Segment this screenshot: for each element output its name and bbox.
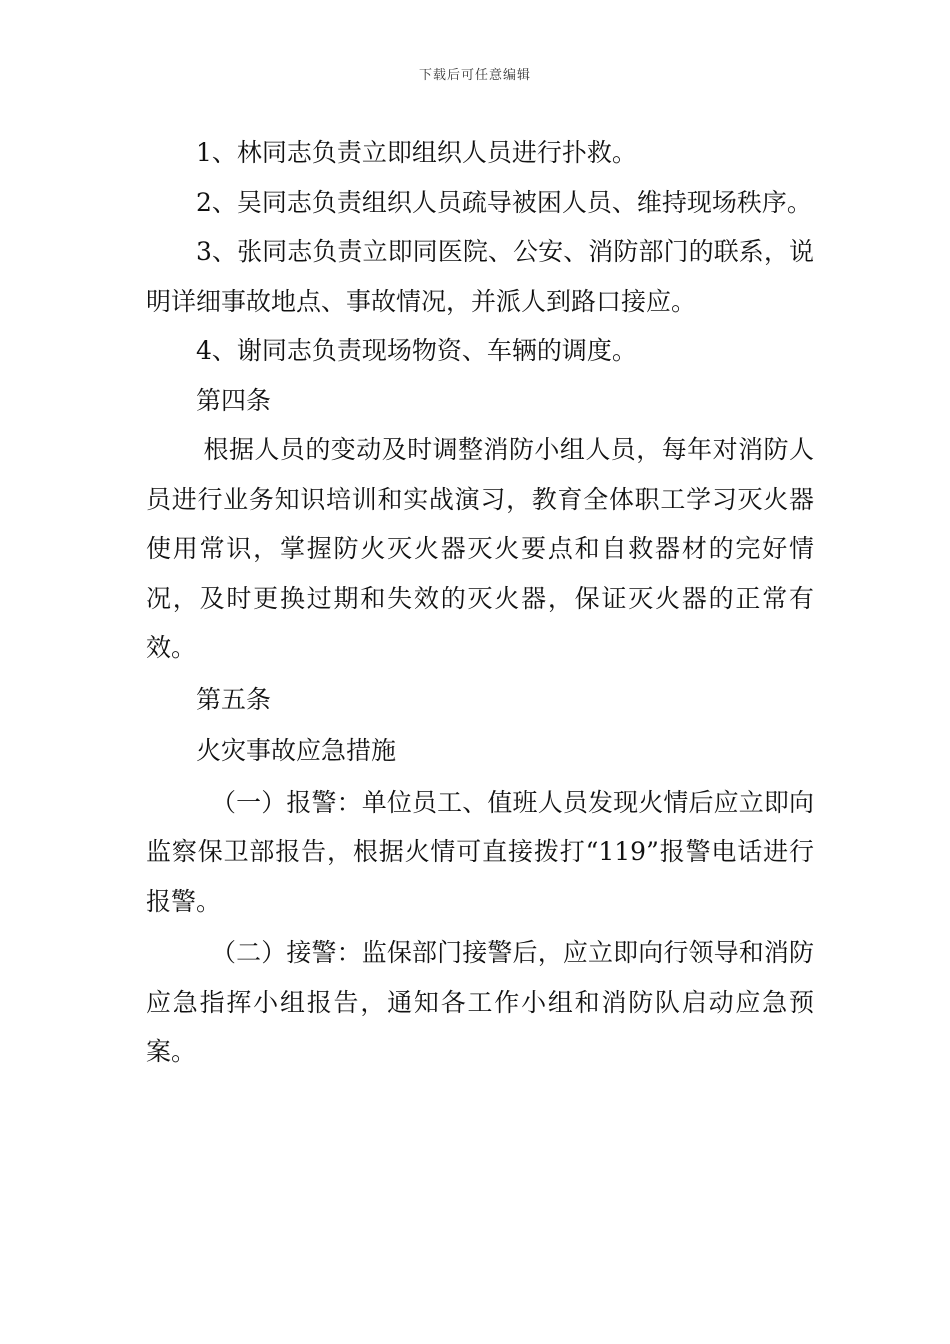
paragraph-task-3: 3、张同志负责立即同医院、公安、消防部门的联系，说明详细事故地点、事故情况，并派人到路口接应。 xyxy=(146,237,814,316)
paragraph-task-2: 2、吴同志负责组织人员疏导被困人员、维持现场秩序。 xyxy=(196,187,812,217)
article-4-text: 根据人员的变动及时调整消防小组人员，每年对消防人员进行业务知识培训和实战演习，教育全体职工学习灭火器使用常识，掌握防火灭火器灭火要点和自救器材的完好情况，及时更换过期和失效的灭火器，保证灭火器的正常有效。 xyxy=(146,435,814,662)
document-body xyxy=(146,128,814,1077)
receive-alarm-procedure: （二）接警：监保部门接警后，应立即向行领导和消防应急指挥小组报告，通知各工作小组和消防队启动应急预案。 xyxy=(146,938,814,1066)
page-header: 下载后可任意编辑 xyxy=(418,68,531,83)
paragraph-task-1: 1、林同志负责立即组织人员进行扑救。 xyxy=(196,138,637,167)
alarm-procedure: （一）报警：单位员工、值班人员发现火情后应立即向监察保卫部报告，根据火情可直接拨打“119”报警电话进行报警。 xyxy=(146,787,814,916)
paragraph-task-4: 4、谢同志负责现场物资、车辆的调度。 xyxy=(196,336,637,365)
article-5-heading: 第五条 xyxy=(196,684,272,714)
emergency-measures-heading: 火灾事故应急措施 xyxy=(196,736,397,765)
article-4-heading: 第四条 xyxy=(196,385,272,415)
